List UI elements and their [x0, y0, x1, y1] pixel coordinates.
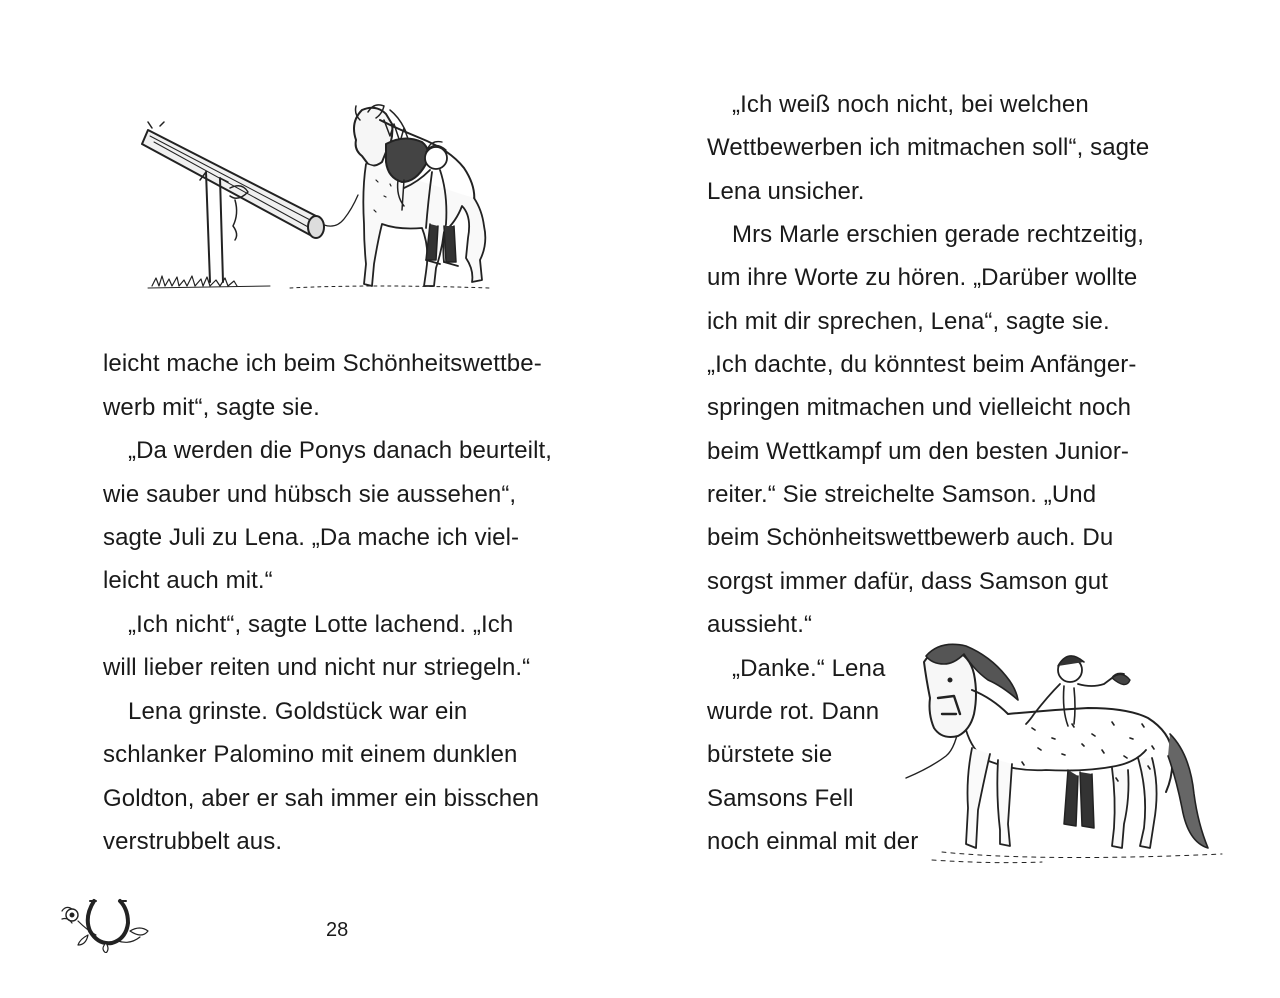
text-line: werb mit“, sagte sie. — [103, 394, 320, 421]
text-line: ich mit dir sprechen, Lena“, sagte sie. — [707, 308, 1110, 335]
text-line: „Ich dachte, du könntest beim Anfänger- — [707, 351, 1137, 378]
text-line: noch einmal mit der — [707, 828, 919, 855]
text-line: „Danke.“ Lena — [732, 655, 886, 682]
text-line: beim Schönheitswettbewerb auch. Du — [707, 524, 1114, 551]
text-line: Goldton, aber er sah immer ein bisschen — [103, 785, 540, 812]
text-line: sorgst immer dafür, dass Samson gut — [707, 568, 1108, 595]
right-page — [640, 0, 1280, 998]
text-line: Wettbewerben ich mitmachen soll“, sagte — [707, 134, 1150, 161]
text-line: will lieber reiten und nicht nur striegeln.“ — [103, 654, 531, 681]
text-line: beim Wettkampf um den besten Junior- — [707, 438, 1130, 465]
text-line: aussieht.“ — [707, 611, 813, 638]
text-line: wie sauber und hübsch sie aussehen“, — [103, 481, 517, 508]
spotted-pony-girl-illustration — [902, 638, 1252, 883]
text-line: schlanker Palomino mit einem dunklen — [103, 741, 518, 768]
pony-saddling-illustration — [140, 100, 500, 305]
text-line: bürstete sie — [707, 741, 833, 768]
text-line: wurde rot. Dann — [707, 698, 880, 725]
text-line: sagte Juli zu Lena. „Da mache ich viel- — [103, 524, 520, 551]
text-line: Lena grinste. Goldstück war ein — [128, 698, 468, 725]
text-line: Lena unsicher. — [707, 178, 865, 205]
text-line: verstrubbelt aus. — [103, 828, 283, 855]
text-line: „Ich nicht“, sagte Lotte lachend. „Ich — [128, 611, 514, 638]
horseshoe-flower-icon — [58, 893, 158, 953]
text-line: „Da werden die Ponys danach beurteilt, — [128, 437, 553, 464]
text-line: „Ich weiß noch nicht, bei welchen — [732, 91, 1089, 118]
text-line: leicht mache ich beim Schönheitswettbe- — [103, 350, 542, 377]
text-line: leicht auch mit.“ — [103, 567, 273, 594]
text-line: um ihre Worte zu hören. „Darüber wollte — [707, 264, 1138, 291]
text-line: reiter.“ Sie streichelte Samson. „Und — [707, 481, 1097, 508]
text-line: springen mitmachen und vielleicht noch — [707, 394, 1132, 421]
text-line: Mrs Marle erschien gerade rechtzeitig, — [732, 221, 1144, 248]
text-line: Samsons Fell — [707, 785, 854, 812]
page-number: 28 — [326, 919, 349, 941]
